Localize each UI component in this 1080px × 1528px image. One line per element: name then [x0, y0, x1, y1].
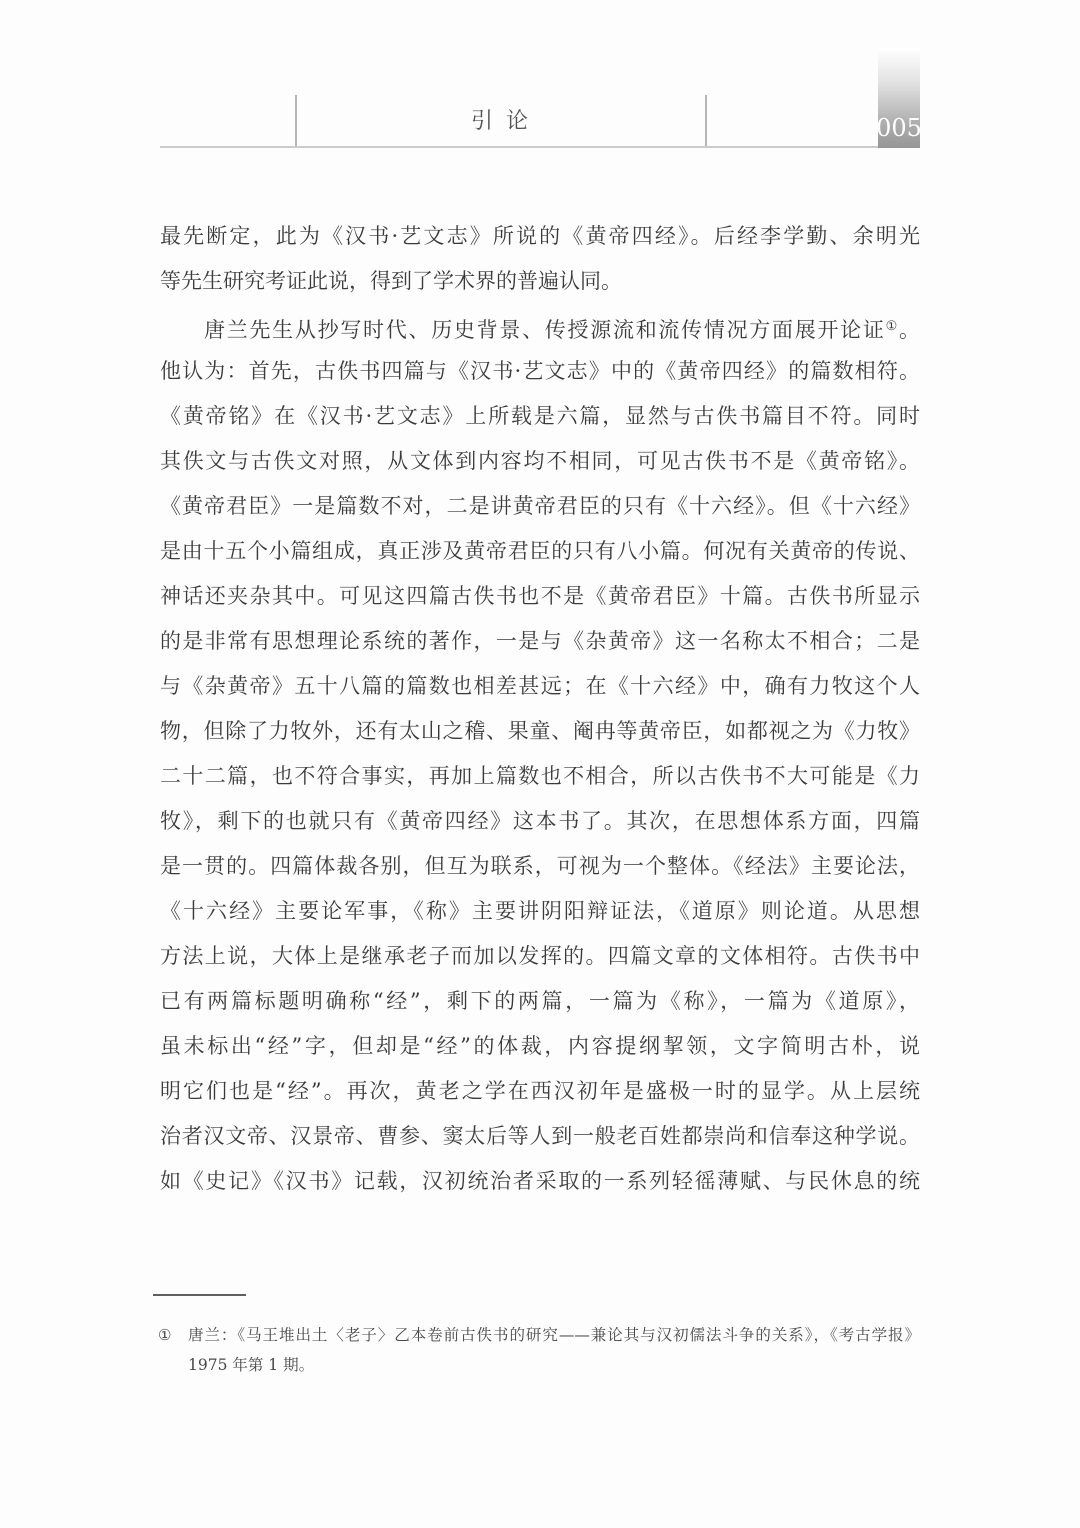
body-line: 物，但除了力牧外，还有太山之稽、果童、阉冉等黄帝臣，如都视之为《力牧》 [160, 719, 920, 743]
running-head-title: 引 论 [471, 109, 531, 134]
body-line: 治者汉文帝、汉景帝、曹参、窦太后等人到一般老百姓都崇尚和信奉这种学说。 [160, 1124, 920, 1148]
body-line-text: 唐兰先生从抄写时代、历史背景、传授源流和流传情况方面展开论证 [204, 318, 886, 342]
body-line: 虽未标出“经”字，但却是“经”的体裁，内容提纲挈领，文字简明古朴，说 [160, 1034, 920, 1058]
header-rule [160, 146, 878, 148]
footnote-entry [158, 1320, 920, 1380]
body-line [160, 304, 920, 349]
footnote-reference-mark: ① [885, 319, 900, 334]
body-line: 方法上说，大体上是继承老子而加以发挥的。四篇文章的文体相符。古佚书中 [160, 944, 920, 968]
body-text-block [160, 214, 920, 1204]
body-line: 与《杂黄帝》五十八篇的篇数也相差甚远；在《十六经》中，确有力牧这个人 [160, 674, 920, 698]
footnote-separator-rule [153, 1294, 246, 1296]
body-line: 的是非常有思想理论系统的著作，一是与《杂黄帝》这一名称太不相合；二是 [160, 629, 920, 653]
body-line: 牧》，剩下的也就只有《黄帝四经》这本书了。其次，在思想体系方面，四篇 [160, 809, 920, 833]
body-line: 二十二篇，也不符合事实，再加上篇数也不相合，所以古佚书不大可能是《力 [160, 764, 920, 788]
page-number: 005 [876, 114, 922, 142]
body-line: 其佚文与古佚文对照，从文体到内容均不相同，可见古佚书不是《黄帝铭》。 [160, 449, 920, 473]
footnote-marker: ① [158, 1326, 172, 1344]
body-line: 最先断定，此为《汉书·艺文志》所说的《黄帝四经》。后经李学勤、余明光 [160, 224, 920, 248]
footnote-line: 唐兰：《马王堆出土〈老子〉乙本卷前古佚书的研究——兼论其与汉初儒法斗争的关系》，《考古学报》 [188, 1326, 920, 1344]
body-line: 是由十五个小篇组成，真正涉及黄帝君臣的只有八小篇。何况有关黄帝的传说、 [160, 539, 920, 563]
body-line: 他认为：首先，古佚书四篇与《汉书·艺文志》中的《黄帝四经》的篇数相符。 [160, 359, 920, 383]
body-line: 是一贯的。四篇体裁各别，但互为联系，可视为一个整体。《经法》主要论法， [160, 854, 920, 878]
body-line: 《黄帝铭》在《汉书·艺文志》上所载是六篇，显然与古佚书篇目不符。同时 [160, 404, 920, 428]
body-line: 《十六经》主要论军事，《称》主要讲阴阳辩证法，《道原》则论道。从思想 [160, 899, 920, 923]
page-number-badge [878, 48, 920, 148]
body-line: 等先生研究考证此说，得到了学术界的普遍认同。 [160, 269, 622, 293]
footnote [158, 1320, 920, 1380]
body-line: 明它们也是“经”。再次，黄老之学在西汉初年是盛极一时的显学。从上层统 [160, 1079, 920, 1103]
body-line: 《黄帝君臣》一是篇数不对，二是讲黄帝君臣的只有《十六经》。但《十六经》 [160, 494, 920, 518]
footnote-line: 1975 年第 1 期。 [188, 1356, 315, 1374]
body-line: 已有两篇标题明确称“经”，剩下的两篇，一篇为《称》，一篇为《道原》， [160, 989, 920, 1013]
body-line: 神话还夹杂其中。可见这四篇古佚书也不是《黄帝君臣》十篇。古佚书所显示 [160, 584, 920, 608]
body-line-text: 。 [899, 318, 920, 342]
body-line: 如《史记》《汉书》记载，汉初统治者采取的一系列轻徭薄赋、与民休息的统 [160, 1169, 920, 1193]
